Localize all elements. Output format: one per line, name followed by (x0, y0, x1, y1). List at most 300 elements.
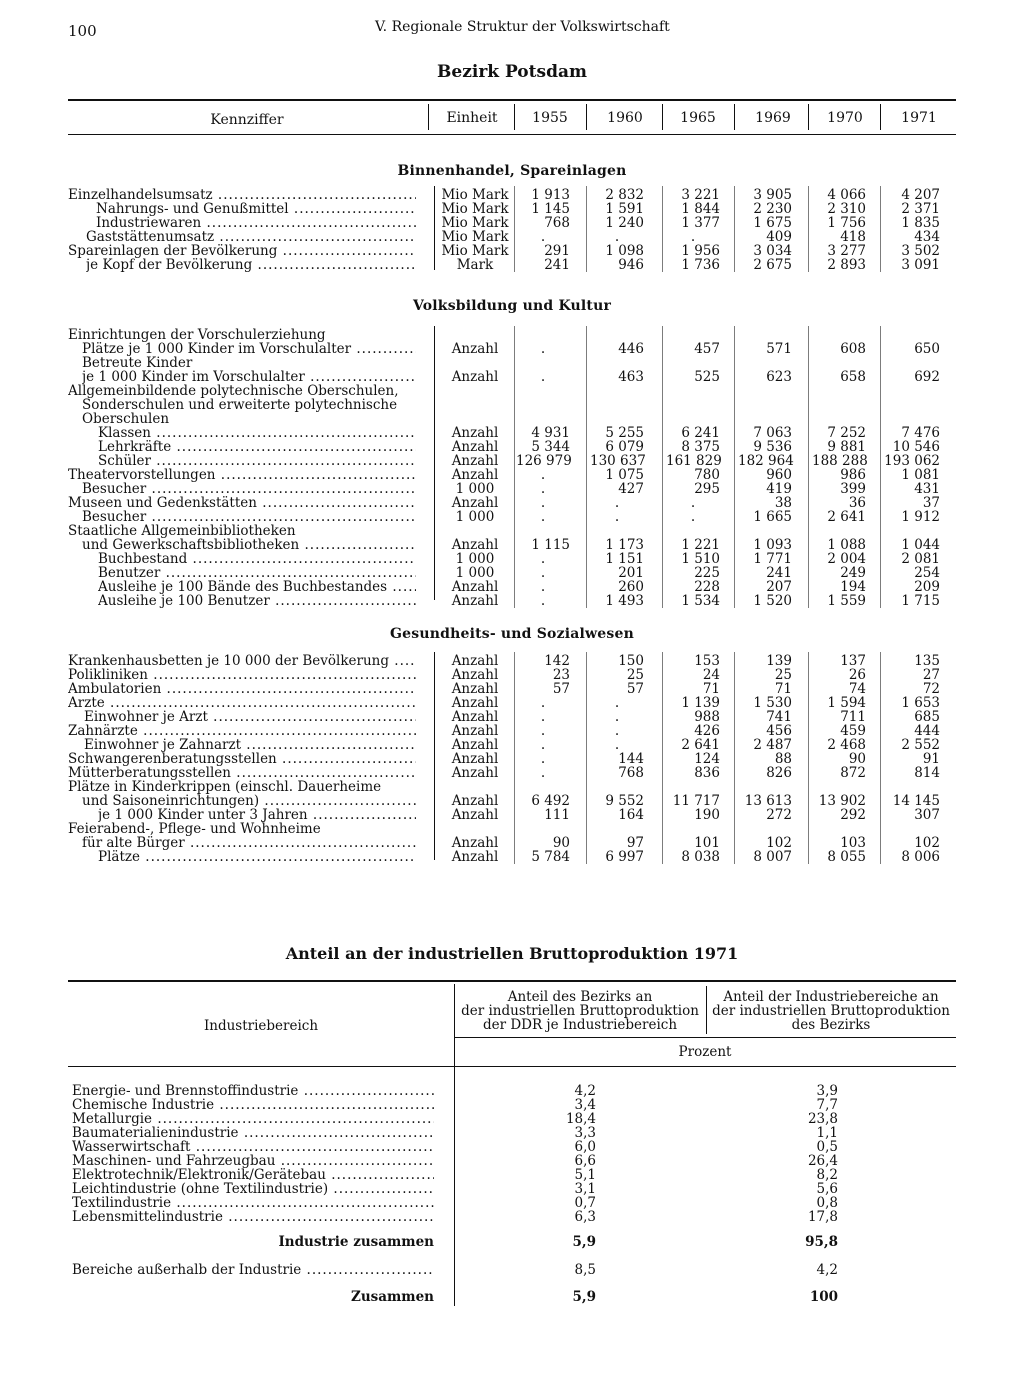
row-value: 946 (618, 257, 644, 273)
row-value: 90 (848, 751, 866, 767)
row-value: 201 (618, 565, 644, 581)
table-row (0, 370, 1024, 384)
row-value: 1 844 (681, 201, 720, 217)
row-value: 194 (840, 579, 866, 595)
table-row (0, 412, 1024, 426)
table-row (0, 244, 1024, 258)
row-value: 7 476 (901, 425, 940, 441)
row-value: 139 (766, 653, 792, 669)
column-divider (808, 326, 809, 608)
row-label: Gaststättenumsatz ..... (86, 230, 416, 244)
table1-header-divider (880, 104, 881, 130)
row-value: 768 (544, 215, 570, 231)
row-value: 295 (694, 481, 720, 497)
column-divider (586, 652, 587, 864)
row-value: 307 (914, 807, 940, 823)
column-divider (734, 652, 735, 864)
table-row (0, 524, 1024, 538)
row-label: Einrichtungen der Vorschulerziehung (68, 328, 326, 342)
total-row (0, 1235, 1024, 1249)
table-row (0, 710, 1024, 724)
table2-col1-line: Anteil des Bezirks an (507, 989, 653, 1005)
row-value: 692 (914, 369, 940, 385)
row-value: 711 (840, 709, 866, 725)
row-value: 150 (618, 653, 644, 669)
row-label: Nahrungs- und Genußmittel ..... (96, 202, 416, 216)
row-value: 1 493 (605, 593, 644, 609)
table-row (0, 752, 1024, 766)
table1-col-label: Kennziffer (210, 112, 284, 128)
row-value: 1 088 (827, 537, 866, 553)
row-value: 10 546 (892, 439, 940, 455)
table1-header-rule (68, 134, 956, 135)
row-value: 23 (552, 667, 570, 683)
row-value: 418 (840, 229, 866, 245)
row-unit: Mark (456, 257, 494, 273)
row-value: . (540, 551, 546, 567)
row-label: Ärzte ..... (68, 696, 416, 710)
row-value: 1,1 (816, 1125, 838, 1141)
row-value: 97 (626, 835, 644, 851)
row-value: 1 093 (753, 537, 792, 553)
table1-col-year: 1965 (680, 110, 716, 126)
row-value: 1 559 (827, 593, 866, 609)
row-value: 260 (618, 579, 644, 595)
row-unit: Anzahl (451, 453, 499, 469)
column-divider (514, 186, 515, 272)
row-value: 2 675 (753, 257, 792, 273)
row-label: Einwohner je Zahnarzt ..... (84, 738, 416, 752)
row-value: 826 (766, 765, 792, 781)
row-label: Zahnärzte ..... (68, 724, 416, 738)
row-label: Ausleihe je 100 Benutzer ..... (98, 594, 416, 608)
row-value: 409 (766, 229, 792, 245)
row-value: 25 (626, 667, 644, 683)
row-label: Einzelhandelsumsatz ..... (68, 188, 416, 202)
row-label: Industrie zusammen (278, 1234, 434, 1250)
table-row (0, 496, 1024, 510)
section-title: Volksbildung und Kultur (412, 298, 612, 314)
row-value: 459 (840, 723, 866, 739)
row-value: 5 784 (531, 849, 570, 865)
column-divider (808, 186, 809, 272)
row-value: 4 931 (531, 425, 570, 441)
table1-top-rule (68, 99, 956, 101)
table-row (0, 1112, 1024, 1126)
row-value: 4,2 (574, 1083, 596, 1099)
table-row (0, 668, 1024, 682)
row-value: 3 502 (901, 243, 940, 259)
table1-title: Bezirk Potsdam (437, 62, 587, 82)
column-divider (880, 326, 881, 608)
row-value: . (540, 495, 546, 511)
column-divider (734, 326, 735, 608)
row-value: 103 (840, 835, 866, 851)
row-value: 1 756 (827, 215, 866, 231)
row-value: 1 956 (681, 243, 720, 259)
row-value: 650 (914, 341, 940, 357)
row-value: 986 (840, 467, 866, 483)
row-unit: Anzahl (451, 709, 499, 725)
row-value: 9 881 (827, 439, 866, 455)
row-unit: Anzahl (451, 849, 499, 865)
table2-col1-line: der industriellen Bruttoproduktion (461, 1003, 699, 1019)
row-value: 11 717 (672, 793, 720, 809)
row-value: 57 (626, 681, 644, 697)
table1-col-year: 1969 (755, 110, 791, 126)
row-value: 8,5 (574, 1262, 596, 1278)
row-label: Zusammen (351, 1289, 434, 1305)
row-value: 419 (766, 481, 792, 497)
row-unit: Anzahl (451, 835, 499, 851)
row-value: 6 492 (531, 793, 570, 809)
row-value: 836 (694, 765, 720, 781)
row-value: 9 536 (753, 439, 792, 455)
table-row (0, 1126, 1024, 1140)
row-value: 2 081 (901, 551, 940, 567)
row-value: 17,8 (807, 1209, 838, 1225)
section-title: Gesundheits- und Sozialwesen (390, 626, 634, 642)
row-unit: Anzahl (451, 681, 499, 697)
row-unit: Anzahl (451, 723, 499, 739)
table-row (0, 1168, 1024, 1182)
table1-col-year: 1970 (827, 110, 863, 126)
table-row (0, 188, 1024, 202)
row-unit: Anzahl (451, 537, 499, 553)
row-value: 399 (840, 481, 866, 497)
row-value: 427 (618, 481, 644, 497)
row-value: . (540, 751, 546, 767)
row-value: 988 (694, 709, 720, 725)
row-value: 225 (694, 565, 720, 581)
row-value: 444 (914, 723, 940, 739)
row-value: 1 510 (681, 551, 720, 567)
table-row (0, 342, 1024, 356)
table-row (0, 808, 1024, 822)
row-label: Metallurgie ..... (72, 1112, 434, 1126)
table1-col-year: 1971 (901, 110, 937, 126)
row-label: Plätze in Kinderkrippen (einschl. Dauerheime (68, 780, 382, 794)
row-value: 1 520 (753, 593, 792, 609)
table-row (0, 510, 1024, 524)
row-value: 1 771 (753, 551, 792, 567)
table-row (0, 440, 1024, 454)
column-divider (662, 652, 663, 864)
row-unit: Anzahl (451, 495, 499, 511)
row-unit: Anzahl (451, 667, 499, 683)
row-value: . (614, 229, 620, 245)
row-value: 124 (694, 751, 720, 767)
row-label: Industriewaren ..... (96, 216, 416, 230)
column-divider (514, 326, 515, 608)
table-row (0, 1263, 1024, 1277)
row-label: Krankenhausbetten je 10 000 der Bevölkerung ..... (68, 654, 416, 668)
row-unit: 1 000 (455, 509, 495, 525)
table-row (0, 1098, 1024, 1112)
row-value: 164 (618, 807, 644, 823)
table-row (0, 836, 1024, 850)
row-value: 292 (840, 807, 866, 823)
row-value: 135 (914, 653, 940, 669)
row-label: Plätze je 1 000 Kinder im Vorschulalter ..... (82, 342, 416, 356)
row-label: Staatliche Allgemeinbibliotheken (68, 524, 296, 538)
column-divider (734, 186, 735, 272)
row-unit: Anzahl (451, 695, 499, 711)
row-value: . (614, 709, 620, 725)
row-value: 95,8 (805, 1234, 838, 1250)
row-value: 228 (694, 579, 720, 595)
row-label: Mütterberatungsstellen ..... (68, 766, 416, 780)
total-row (0, 1290, 1024, 1304)
row-value: 426 (694, 723, 720, 739)
row-value: . (540, 467, 546, 483)
table-row (0, 1084, 1024, 1098)
row-value: 6 241 (681, 425, 720, 441)
row-unit: Mio Mark (441, 201, 509, 217)
row-unit: Mio Mark (441, 187, 509, 203)
row-label: Wasserwirtschaft ..... (72, 1140, 434, 1154)
row-value: . (614, 695, 620, 711)
row-value: 36 (848, 495, 866, 511)
row-unit: Anzahl (451, 793, 499, 809)
row-label: Schwangerenberatungsstellen ..... (68, 752, 416, 766)
table-row (0, 552, 1024, 566)
row-value: 25 (774, 667, 792, 683)
row-value: 1 594 (827, 695, 866, 711)
table2-header-rule (454, 1037, 956, 1038)
row-value: 5 255 (605, 425, 644, 441)
row-value: 525 (694, 369, 720, 385)
row-unit: 1 000 (455, 565, 495, 581)
row-label: je 1 000 Kinder im Vorschulalter ..... (82, 370, 416, 384)
table-row (0, 468, 1024, 482)
row-value: 57 (552, 681, 570, 697)
row-value: 1 736 (681, 257, 720, 273)
row-value: 2 487 (753, 737, 792, 753)
table-row (0, 328, 1024, 342)
row-value: . (540, 341, 546, 357)
row-value: 144 (618, 751, 644, 767)
row-label: Schüler ..... (98, 454, 416, 468)
row-value: 2 832 (605, 187, 644, 203)
row-value: 88 (774, 751, 792, 767)
row-value: 0,5 (816, 1139, 838, 1155)
row-label: Spareinlagen der Bevölkerung ..... (68, 244, 416, 258)
row-value: 4,2 (816, 1262, 838, 1278)
table2-col-label: Industriebereich (203, 1018, 319, 1034)
row-value: 2 371 (901, 201, 940, 217)
row-label: Besucher ..... (82, 482, 416, 496)
row-label: Allgemeinbildende polytechnische Oberschulen, (68, 384, 399, 398)
row-label: und Gewerkschaftsbibliotheken ..... (82, 538, 416, 552)
row-value: . (540, 565, 546, 581)
row-value: 23,8 (807, 1111, 838, 1127)
row-value: 74 (848, 681, 866, 697)
row-label: Buchbestand ..... (98, 552, 416, 566)
row-unit: Anzahl (451, 341, 499, 357)
column-divider (880, 652, 881, 864)
row-value: 8 006 (901, 849, 940, 865)
table-row (0, 1154, 1024, 1168)
row-value: 161 829 (666, 453, 722, 469)
section-title: Binnenhandel, Spareinlagen (397, 163, 627, 179)
row-value: 5 344 (531, 439, 570, 455)
row-value: . (540, 481, 546, 497)
row-value: 456 (766, 723, 792, 739)
table-row (0, 850, 1024, 864)
row-value: . (540, 737, 546, 753)
row-label: Chemische Industrie ..... (72, 1098, 434, 1112)
table-row (0, 356, 1024, 370)
table1-col-year: 1955 (532, 110, 568, 126)
table-row (0, 766, 1024, 780)
row-value: 3,1 (574, 1181, 596, 1197)
row-value: 8 038 (681, 849, 720, 865)
row-value: 3,9 (816, 1083, 838, 1099)
row-value: 434 (914, 229, 940, 245)
row-label: Energie- und Brennstoffindustrie ..... (72, 1084, 434, 1098)
row-value: 6,3 (574, 1209, 596, 1225)
row-unit: Anzahl (451, 765, 499, 781)
table2-unit: Prozent (678, 1044, 732, 1060)
row-value: 1 534 (681, 593, 720, 609)
row-value: 3 277 (827, 243, 866, 259)
row-value: 2 893 (827, 257, 866, 273)
row-label: Bereiche außerhalb der Industrie ..... (72, 1263, 434, 1277)
row-value: 768 (618, 765, 644, 781)
row-value: 1 913 (531, 187, 570, 203)
row-value: 1 145 (531, 201, 570, 217)
column-divider (586, 326, 587, 608)
row-value: 27 (922, 667, 940, 683)
table1-col-unit: Einheit (446, 110, 498, 126)
table2-unit-rule (68, 1066, 956, 1067)
row-value: 249 (840, 565, 866, 581)
page-number: 100 (68, 22, 97, 40)
row-value: 608 (840, 341, 866, 357)
row-value: 5,9 (572, 1289, 596, 1305)
row-label: Besucher ..... (82, 510, 416, 524)
table-row (0, 398, 1024, 412)
row-value: 0,7 (574, 1195, 596, 1211)
row-value: 2 004 (827, 551, 866, 567)
row-value: . (540, 723, 546, 739)
row-value: . (690, 229, 696, 245)
row-value: 137 (840, 653, 866, 669)
table1-col-year: 1960 (607, 110, 643, 126)
row-value: 685 (914, 709, 940, 725)
row-value: 3,4 (574, 1097, 596, 1113)
table-row (0, 230, 1024, 244)
row-value: 101 (694, 835, 720, 851)
row-value: 188 288 (812, 453, 868, 469)
column-divider (880, 186, 881, 272)
row-label: Leichtindustrie (ohne Textilindustrie) ..... (72, 1182, 434, 1196)
row-value: 2 468 (827, 737, 866, 753)
table-row (0, 216, 1024, 230)
row-value: 571 (766, 341, 792, 357)
row-value: 1 240 (605, 215, 644, 231)
table1-header-divider (428, 104, 429, 130)
row-value: 463 (618, 369, 644, 385)
column-divider (808, 652, 809, 864)
row-label: je 1 000 Kinder unter 3 Jahren ..... (98, 808, 416, 822)
row-value: 2 641 (827, 509, 866, 525)
table2-col1-line: der DDR je Industriebereich (482, 1017, 678, 1033)
row-value: 658 (840, 369, 866, 385)
row-value: 741 (766, 709, 792, 725)
row-label: Einwohner je Arzt ..... (84, 710, 416, 724)
row-value: 623 (766, 369, 792, 385)
row-label: Oberschulen (82, 412, 170, 426)
table-row (0, 1196, 1024, 1210)
column-divider (514, 652, 515, 864)
table2-title: Anteil an der industriellen Bruttoproduktion 1971 (285, 944, 739, 963)
row-value: 14 145 (892, 793, 940, 809)
row-unit: Anzahl (451, 579, 499, 595)
row-value: 130 637 (590, 453, 646, 469)
row-value: 457 (694, 341, 720, 357)
table1-header-divider (734, 104, 735, 130)
row-value: 0,8 (816, 1195, 838, 1211)
row-value: 1 912 (901, 509, 940, 525)
row-value: . (540, 593, 546, 609)
row-unit: Anzahl (451, 425, 499, 441)
table1-header-divider (514, 104, 515, 130)
row-label: Benutzer ..... (98, 566, 416, 580)
table-row (0, 682, 1024, 696)
row-value: 241 (766, 565, 792, 581)
row-value: 1 151 (605, 551, 644, 567)
row-value: . (540, 229, 546, 245)
row-label: Maschinen- und Fahrzeugbau ..... (72, 1154, 434, 1168)
row-value: 1 115 (531, 537, 570, 553)
row-unit: Anzahl (451, 439, 499, 455)
row-value: 37 (922, 495, 940, 511)
row-value: 3 034 (753, 243, 792, 259)
table-row (0, 724, 1024, 738)
table-row (0, 1140, 1024, 1154)
row-value: 102 (766, 835, 792, 851)
table-row (0, 426, 1024, 440)
row-value: . (614, 495, 620, 511)
column-divider (662, 186, 663, 272)
row-value: . (540, 579, 546, 595)
row-value: 153 (694, 653, 720, 669)
row-label: Lebensmittelindustrie ..... (72, 1210, 434, 1224)
row-value: 6,0 (574, 1139, 596, 1155)
row-value: 142 (544, 653, 570, 669)
row-label: für alte Bürger ..... (82, 836, 416, 850)
row-label: Baumaterialienindustrie ..... (72, 1126, 434, 1140)
table-row (0, 1210, 1024, 1224)
row-value: 3 091 (901, 257, 940, 273)
row-value: 72 (922, 681, 940, 697)
table2-col2-line: Anteil der Industriebereiche an (723, 989, 939, 1005)
row-value: 8 055 (827, 849, 866, 865)
row-value: . (540, 765, 546, 781)
row-unit: Mio Mark (441, 229, 509, 245)
row-value: 190 (694, 807, 720, 823)
row-value: 6 079 (605, 439, 644, 455)
row-value: 1 591 (605, 201, 644, 217)
row-value: 13 613 (744, 793, 792, 809)
row-value: 872 (840, 765, 866, 781)
table-row (0, 696, 1024, 710)
row-value: 5,1 (574, 1167, 596, 1183)
row-unit: Anzahl (451, 369, 499, 385)
row-label: Plätze ..... (98, 850, 416, 864)
